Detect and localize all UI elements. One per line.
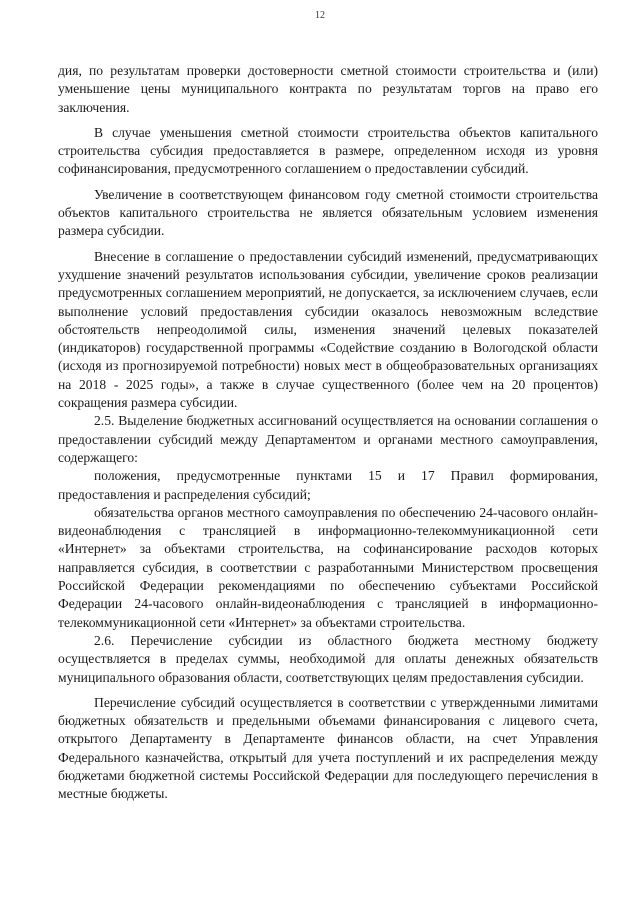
paragraph-obligations: обязательства органов местного самоуправления по обеспечению 24-часового онлайн-видеонаблюдения с трансляцией в информационно-телекоммуникационной сети «Интернет» за объектами строительства, на софинансирование расходов которых направляется субсидия, в соответствии с разработанными Министерством просвещения Российской Федерации рекомендациями по обеспечению субъектами Российской Федерации 24-часового онлайн-видеонаблюдения с трансляцией в информационно-телекоммуникационной сети «Интернет» за объектами строительства. bbox=[58, 504, 598, 630]
paragraph-increase-cost: Увеличение в соответствующем финансовом году сметной стоимости строительства объектов капитального строительства не является обязательным условием изменения размера субсидии. bbox=[58, 186, 598, 239]
paragraph-transfer: Перечисление субсидий осуществляется в соответствии с утвержденными лимитами бюджетных обязательств и предельными объемами финансирования с лицевого счета, открытого Департаменту в Департаменте финансов области, на счет Управления Федерального казначейства, открытый для учета поступлений и их распределения между бюджетами бюджетной системы Российской Федерации для последующего перечисления в местные бюджеты. bbox=[58, 694, 598, 802]
document-body bbox=[58, 62, 598, 804]
paragraph-continuation: дия, по результатам проверки достоверности сметной стоимости строительства и (или) уменьшение цены муниципального контракта по результатам торгов на право его заключения. bbox=[58, 63, 598, 115]
paragraph-provisions: положения, предусмотренные пунктами 15 и 17 Правил формирования, предоставления и распределения субсидий; bbox=[58, 468, 598, 502]
page-number: 12 bbox=[315, 10, 325, 21]
paragraph-2-5: 2.5. Выделение бюджетных ассигнований осуществляется на основании соглашения о предоставлении субсидий между Департаментом и органами местного самоуправления, содержащего: bbox=[58, 413, 598, 465]
paragraph-2-6: 2.6. Перечисление субсидии из областного бюджета местному бюджету осуществляется в пределах суммы, необходимой для оплаты денежных обязательств муниципального образования области, соответствующих целям предоставления субсидии. bbox=[58, 632, 598, 685]
paragraph-reduction-cost: В случае уменьшения сметной стоимости строительства объектов капитального строительства субсидия предоставляется в размере, определенном исходя из уровня софинансирования, предусмотренного соглашением о предоставлении субсидий. bbox=[58, 124, 598, 177]
paragraph-agreement-changes: Внесение в соглашение о предоставлении субсидий изменений, предусматривающих ухудшение значений результатов использования субсидии, увеличение сроков реализации предусмотренных соглашением мероприятий, не допускается, за исключением случаев, если выполнение условий предоставления субсидии оказалось невозможным вследствие обстоятельств непреодолимой силы, изменения значений целевых показателей (индикаторов) государственной программы «Содействие созданию в Вологодской области (исходя из прогнозируемой потребности) новых мест в общеобразовательных организациях на 2018 - 2025 годы», а также в случае существенного (более чем на 20 процентов) сокращения размера субсидии. bbox=[58, 248, 598, 411]
